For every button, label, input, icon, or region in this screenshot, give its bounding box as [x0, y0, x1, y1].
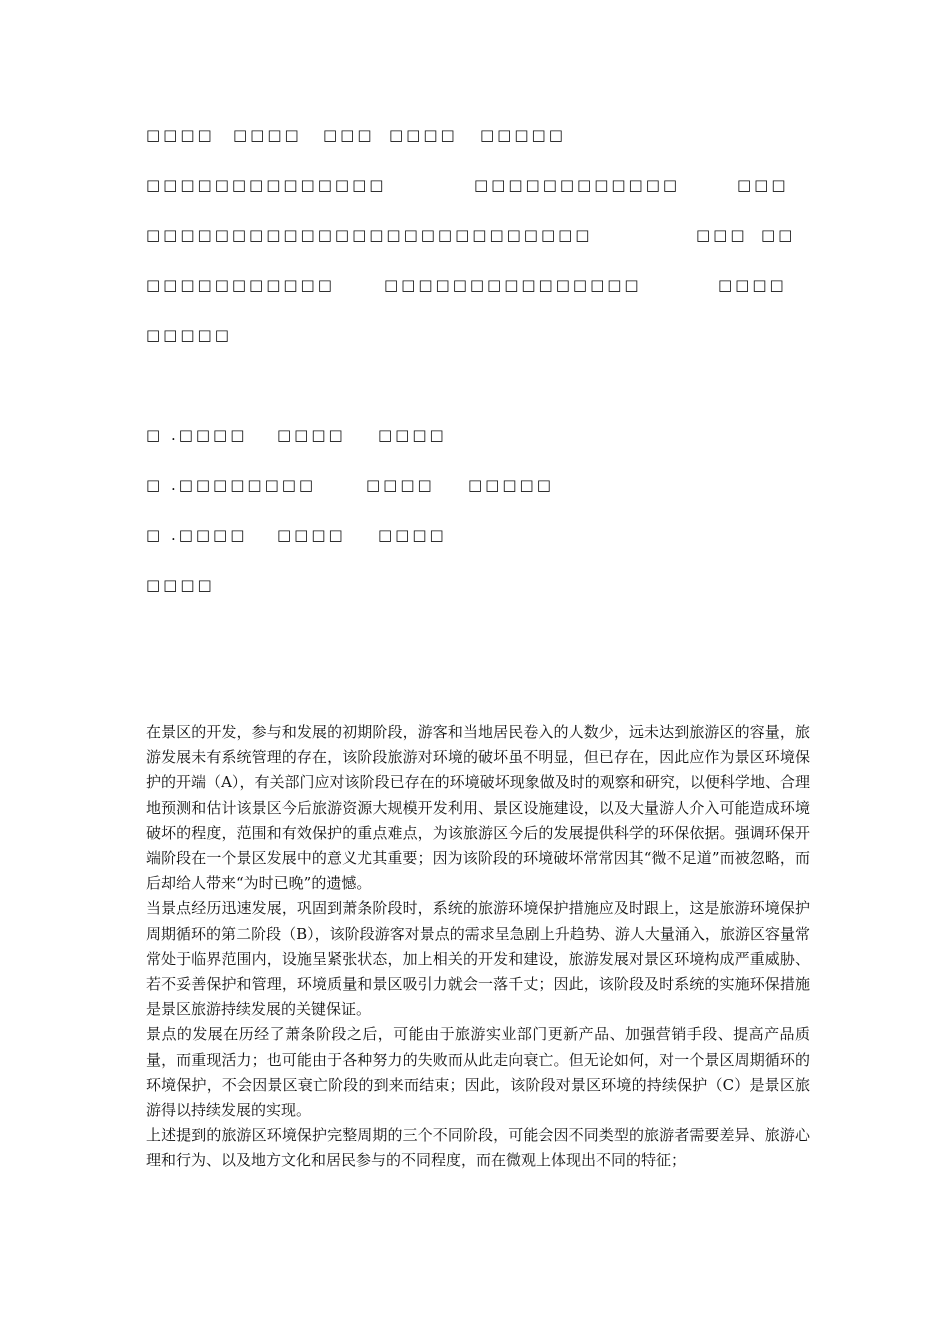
garbled-segment: □□□□	[378, 526, 447, 544]
paragraph: 当景点经历迅速发展，巩固到萧条阶段时，系统的旅游环境保护措施应及时跟上，这是旅游环境保护周期循环的第二阶段（B），该阶段游客对景点的需求呈急剧上升趋势、游人大量涌入，旅游区容量常常处于临界范围内，设施呈紧张状态，加上相关的开发和建设，旅游发展对景区环境构成严重威胁、若不妥善保护和管理，环境质量和景区吸引力就会一落千丈；因此，该阶段及时系统的实施环保措施是景区旅游持续发展的关键保证。	[146, 899, 810, 1019]
garbled-segment: □□□□	[718, 276, 787, 294]
garbled-segment: □□□□□□□□□□□□□□□	[384, 276, 642, 294]
garbled-segment: □□□□	[389, 126, 458, 144]
paragraph: 上述提到的旅游区环境保护完整周期的三个不同阶段，可能会因不同类型的旅游者需要差异、旅游心理和行为、以及地方文化和居民参与的不同程度，而在微观上体现出不同的特征；	[146, 1126, 810, 1170]
garbled-segment: □□□□	[146, 126, 215, 144]
garbled-segment: □□□□□□□□□□□□□□	[146, 176, 387, 194]
garbled-segment: □□□	[737, 176, 789, 194]
garbled-segment: □□□□	[378, 426, 447, 444]
garbled-segment: □□□	[696, 226, 748, 244]
garbled-segment: □□□□□□□□□□□□	[474, 176, 681, 194]
garbled-segment: □□□□□	[146, 326, 232, 344]
body-text	[146, 720, 810, 1174]
garbled-segment: □ .□□□□	[146, 526, 248, 544]
garbled-segment: □ .□□□□	[146, 426, 248, 444]
garbled-segment: □□□□□□□□□□□	[146, 276, 335, 294]
garbled-segment: □□□□□	[468, 476, 554, 494]
paragraph: 景点的发展在历经了萧条阶段之后，可能由于旅游实业部门更新产品、加强营销手段、提高产品质量，而重现活力；也可能由于各种努力的失败而从此走向衰亡。但无论如何，对一个景区周期循环的环境保护，不会因景区衰亡阶段的到来而结束；因此，该阶段对景区环境的持续保护（C）是景区旅游得以持续发展的实现。	[146, 1025, 810, 1120]
garbled-segment: □□□□□	[480, 126, 566, 144]
garbled-segment: □□□□	[366, 476, 435, 494]
garbled-segment: □□□□□□□□□□□□□□□□□□□□□□□□□□	[146, 226, 593, 244]
garbled-segment: □□	[761, 226, 796, 244]
garbled-segment: □□□□	[277, 526, 346, 544]
garbled-segment: □□□□	[146, 576, 215, 594]
garbled-segment: □□□□	[277, 426, 346, 444]
garbled-segment: □□□	[323, 126, 375, 144]
paragraph: 在景区的开发，参与和发展的初期阶段，游客和当地居民卷入的人数少，远未达到旅游区的容量，旅游发展未有系统管理的存在，该阶段旅游对环境的破坏虽不明显，但已存在，因此应作为景区环境保护的开端（A），有关部门应对该阶段已存在的环境破坏现象做及时的观察和研究，以便科学地、合理地预测和估计该景区今后旅游资源大规模开发利用、景区设施建设，以及大量游人介入可能造成环境破坏的程度，范围和有效保护的重点难点，为该旅游区今后的发展提供科学的环保依据。强调环保开端阶段在一个景区发展中的意义尤其重要；因为该阶段的环境破坏常常因其“微不足道”而被忽略，而后却给人带来“为时已晚”的遗憾。	[146, 723, 810, 893]
garbled-segment: □□□□	[233, 126, 302, 144]
garbled-segment: □ .□□□□□□□□	[146, 476, 317, 494]
